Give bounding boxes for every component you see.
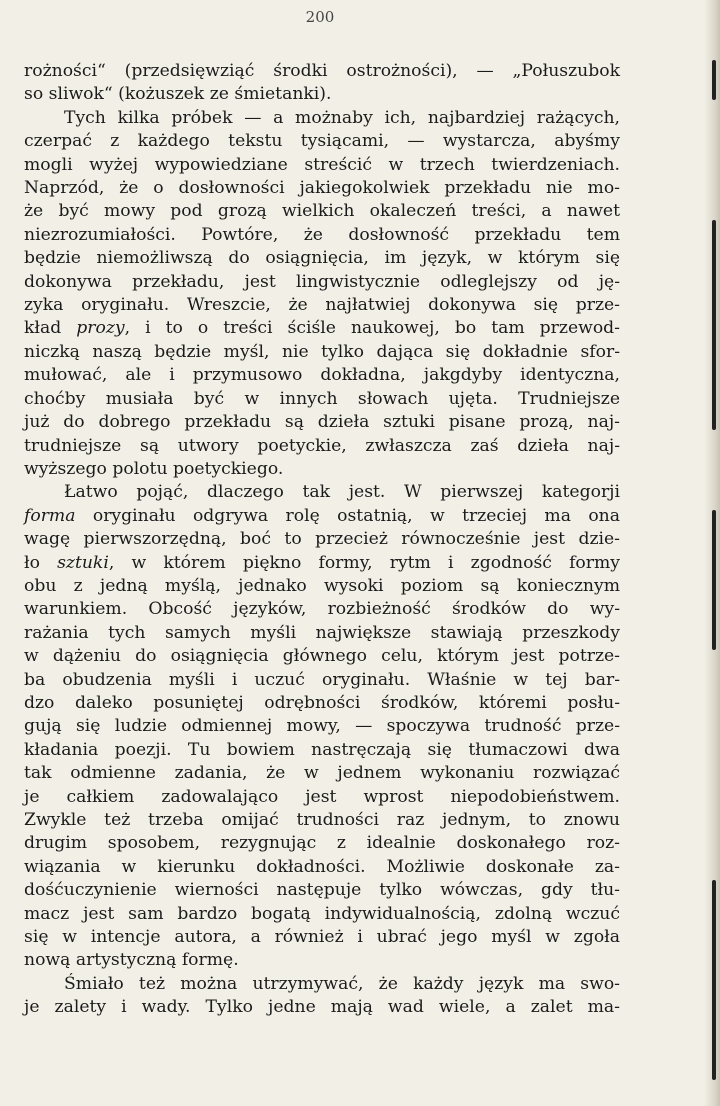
- text-line: mułować, ale i przymusowo dokładna, jakgdyby identyczna,: [24, 365, 620, 386]
- text-line-part: , w którem piękno formy, rytm i zgodność formy: [108, 552, 621, 573]
- edge-mark: [712, 510, 716, 650]
- text-line: ba obudzenia myśli i uczuć oryginału. Właśnie w tej bar-: [24, 669, 620, 690]
- page-number: 200: [305, 8, 335, 26]
- text-line: Zwykle też trzeba omijać trudności raz jednym, to znowu: [24, 810, 620, 830]
- page-edge: [704, 0, 720, 1106]
- text-line: je całkiem zadowalająco jest wprost niepodobieństwem.: [24, 786, 620, 807]
- text-line: kładania poezji. Tu bowiem nastręczają się tłumaczowi dwa: [24, 739, 620, 760]
- text-line-part: oryginału odgrywa rolę ostatnią, w trzeciej ma ona: [75, 505, 620, 526]
- text-line: Naprzód, że o dosłowności jakiegokolwiek przekładu nie mo-: [24, 178, 620, 199]
- edge-mark: [712, 60, 716, 100]
- text-line-part: kład: [24, 318, 77, 339]
- text-line: w dążeniu do osiągnięcia głównego celu, którym jest potrze-: [24, 646, 620, 667]
- text-line: tak odmienne zadania, że w jednem wykonaniu rozwiązać: [24, 763, 620, 784]
- edge-mark: [712, 220, 716, 430]
- text-line: Łatwo pojąć, dlaczego tak jest. W pierwszej kategorji: [64, 482, 620, 503]
- italic-word: forma: [24, 505, 76, 526]
- text-line: dośćuczynienie wierności następuje tylko wówczas, gdy tłu-: [24, 880, 620, 901]
- text-line: so sliwok“ (kożuszek ze śmietanki).: [24, 84, 332, 105]
- text-line: wagę pierwszorzędną, boć to przecież równocześnie jest dzie-: [24, 529, 620, 550]
- text-line: wyższego polotu poetyckiego.: [24, 458, 284, 479]
- text-line: warunkiem. Obcość języków, rozbieżność środków do wy-: [24, 599, 620, 620]
- text-line: [24, 317, 620, 340]
- edge-mark: [712, 880, 716, 1080]
- text-line: drugim sposobem, rezygnując z idealnie doskonałego roz-: [24, 833, 620, 854]
- italic-word: sztuki: [57, 552, 109, 573]
- text-line: obu z jedną myślą, jednako wysoki poziom są koniecznym: [24, 575, 620, 596]
- text-line: zyka oryginału. Wreszcie, że najłatwiej dokonywa się prze-: [24, 295, 620, 316]
- text-line: Tych kilka próbek — a możnaby ich, najbardziej rażących,: [64, 107, 620, 128]
- text-line: już do dobrego przekładu są dzieła sztuki pisane prozą, naj-: [24, 412, 620, 433]
- text-line: [24, 505, 620, 528]
- text-line: dokonywa przekładu, jest lingwistycznie odleglejszy od ję-: [24, 271, 620, 292]
- text-line: Śmiało też można utrzymywać, że każdy język ma swo-: [64, 973, 620, 994]
- text-line: rożności“ (przedsięwziąć środki ostrożności), — „Połuszubok: [24, 61, 620, 81]
- body-text: [24, 60, 620, 1020]
- text-line: niczką naszą będzie myśl, nie tylko dająca się dokładnie sfor-: [24, 341, 620, 362]
- text-line: trudniejsze są utwory poetyckie, zwłaszcza zaś dzieła naj-: [24, 435, 620, 456]
- text-line: [24, 552, 620, 575]
- text-line: mogli wyżej wypowiedziane streścić w trzech twierdzeniach.: [24, 154, 620, 175]
- text-line: będzie niemożliwszą do osiągnięcia, im język, w którym się: [24, 248, 620, 269]
- text-line: wiązania w kierunku dokładności. Możliwie doskonałe za-: [24, 856, 620, 877]
- text-line: macz jest sam bardzo bogatą indywidualnością, zdolną wczuć: [24, 903, 620, 924]
- text-line: gują się ludzie odmiennej mowy, — spoczywa trudność prze-: [24, 716, 620, 737]
- text-line: niezrozumiałości. Powtóre, że dosłowność przekładu tem: [24, 224, 620, 245]
- text-line-part: ło: [24, 552, 58, 573]
- italic-word: prozy: [76, 318, 125, 339]
- text-line: czerpać z każdego tekstu tysiącami, — wystarcza, abyśmy: [24, 131, 620, 152]
- text-line: nową artystyczną formę.: [24, 950, 239, 971]
- text-line: rażania tych samych myśli największe stawiają przeszkody: [24, 622, 620, 643]
- text-line: się w intencje autora, a również i ubrać jego myśl w zgoła: [24, 927, 620, 948]
- text-line: że być mowy pod grozą wielkich okaleczeń treści, a nawet: [24, 201, 620, 222]
- text-line: choćby musiała być w innych słowach ujęta. Trudniejsze: [24, 388, 620, 409]
- text-line: dzo daleko posuniętej odrębności środków, któremi posłu-: [24, 692, 620, 713]
- text-line-part: , i to o treści ściśle naukowej, bo tam przewod-: [124, 318, 620, 339]
- text-line: je zalety i wady. Tylko jedne mają wad wiele, a zalet ma-: [24, 997, 620, 1018]
